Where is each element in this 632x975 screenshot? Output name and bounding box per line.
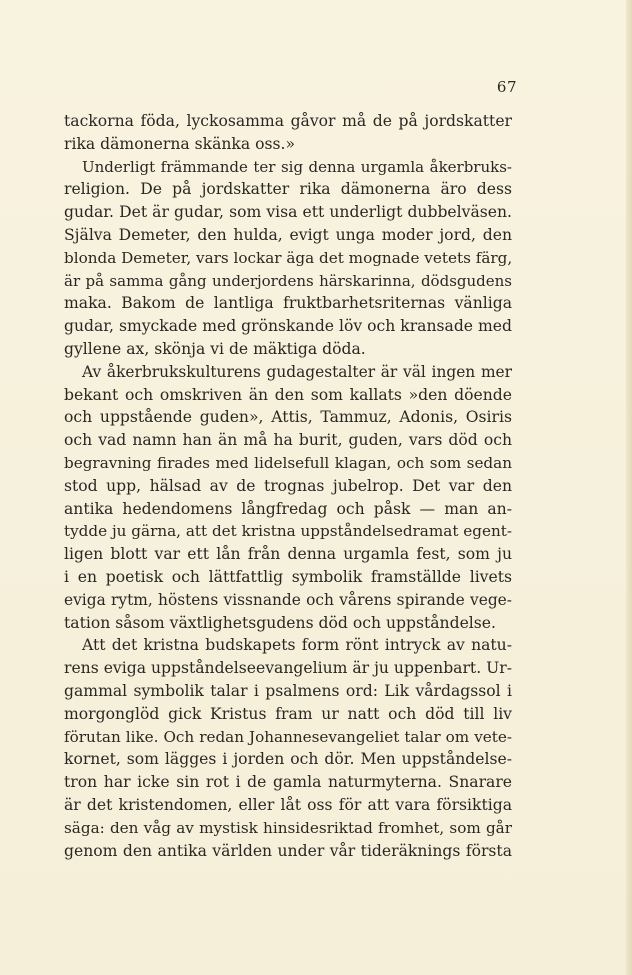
text-line: tron har icke sin rot i de gamla naturmyterna. Snarare	[64, 773, 512, 792]
text-line: maka. Bakom de lantliga fruktbarhetsriternas vänliga	[64, 294, 512, 313]
text-line: i en poetisk och lättfattlig symbolik framställde livets	[64, 567, 512, 586]
page-edge	[626, 0, 632, 975]
text-line: Underligt främmande ter sig denna urgamla åkerbruks-	[82, 157, 512, 176]
text-line: stod upp, hälsad av de trognas jubelrop. Det var den	[64, 476, 512, 495]
text-line: antika hedendomens långfredag och påsk — man an-	[64, 499, 512, 518]
text-line: är på samma gång underjordens härskarinna, dödsgudens	[64, 271, 512, 290]
text-line: och vad namn han än må ha burit, guden, vars död och	[64, 431, 512, 450]
text-line: kornet, som lägges i jorden och dör. Men uppståndelse-	[64, 750, 512, 769]
text-line: gudar, smyckade med grönskande löv och kransade med	[64, 317, 512, 336]
text-line: tydde ju gärna, att det kristna uppståndelsedramat egent-	[64, 522, 512, 541]
text-line: ligen blott var ett lån från denna urgamla fest, som ju	[64, 545, 512, 564]
text-line: rika dämonerna skänka oss.»	[64, 134, 296, 153]
text-line: bekant och omskriven än den som kallats »den döende	[64, 385, 512, 404]
page-number: 67	[496, 78, 517, 96]
text-line: tation såsom växtlighetsgudens död och uppståndelse.	[64, 613, 496, 632]
text-line: rens eviga uppståndelseevangelium är ju uppenbart. Ur-	[64, 659, 512, 678]
text-line: Av åkerbrukskulturens gudagestalter är väl ingen mer	[82, 362, 512, 381]
text-line: förutan like. Och redan Johannesevangeliet talar om vete-	[64, 727, 512, 746]
text-line: Själva Demeter, den hulda, evigt unga moder jord, den	[64, 225, 512, 244]
text-line: gammal symbolik talar i psalmens ord: Lik vårdagssol i	[64, 681, 512, 700]
text-line: är det kristendomen, eller låt oss för att vara försiktiga	[64, 795, 512, 814]
text-line: morgonglöd gick Kristus fram ur natt och död till liv	[64, 704, 512, 723]
text-line: och uppstående guden», Attis, Tammuz, Adonis, Osiris	[64, 408, 512, 427]
text-line: gudar. Det är gudar, som visa ett underligt dubbelväsen.	[64, 203, 512, 222]
text-line: eviga rytm, höstens vissnande och vårens spirande vege-	[64, 590, 512, 609]
text-line: genom den antika världen under vår tideräknings första	[64, 841, 512, 860]
text-line: Att det kristna budskapets form rönt intryck av natu-	[82, 636, 512, 655]
body-text	[64, 110, 512, 862]
text-line: blonda Demeter, vars lockar äga det mognade vetets färg,	[64, 248, 513, 267]
text-line: gyllene ax, skönja vi de mäktiga döda.	[64, 339, 366, 358]
text-line: säga: den våg av mystisk hinsidesriktad fromhet, som går	[64, 818, 512, 837]
text-line: religion. De på jordskatter rika dämonerna äro dess	[64, 180, 512, 199]
text-line: tackorna föda, lyckosamma gåvor må de på jordskatter	[64, 112, 512, 130]
text-line: begravning firades med lidelsefull klagan, och som sedan	[64, 453, 512, 472]
